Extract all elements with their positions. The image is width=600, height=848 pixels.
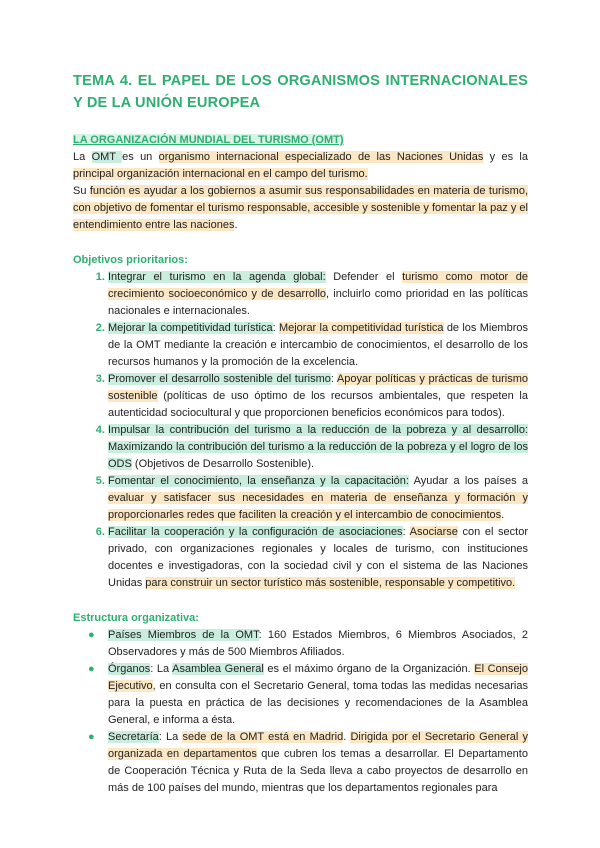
- structure-item-text: [108, 629, 528, 658]
- text-run: con el sector privado, con organizaciones regionales y locales de turismo, con instituciones docentes e investigadoras, con la sociedad civil y con el sistema de las Naciones Unidas: [108, 526, 528, 589]
- highlighted-text: Países Miembros de la OMT: [108, 629, 259, 641]
- highlighted-text: Fomentar el conocimiento, la enseñanza y la capacitación:: [108, 475, 409, 487]
- highlighted-text: sede de la OMT está en Madrid: [182, 731, 344, 743]
- highlighted-text: Mejorar la competitividad turística: [278, 322, 444, 334]
- objective-item: [108, 269, 528, 320]
- structure-item-text: [108, 731, 528, 794]
- text-run: .: [343, 731, 351, 743]
- text-run: :: [330, 373, 337, 385]
- highlighted-text: principal organización internacional en el campo del turismo.: [73, 168, 368, 180]
- bullet-icon: ●: [88, 731, 95, 743]
- structure-section: [73, 610, 528, 797]
- highlighted-text: función es ayudar a los gobiernos a asumir sus responsabilidades en materia de turismo, con objetivo de fomentar el turismo responsable, accesible y sostenible y fomentar la paz y el entendimiento entre las naciones: [73, 185, 529, 231]
- structure-item-text: [108, 663, 528, 726]
- highlighted-text: evaluar y satisfacer sus necesidades en materia de enseñanza y formación y proporcionarles redes que faciliten la creación y el intercambio de conocimientos: [108, 492, 528, 521]
- highlighted-text: El Consejo Ejecutivo: [108, 663, 528, 692]
- text-run: es el máximo órgano de la Organización.: [263, 663, 475, 675]
- omt-paragraph-2: [73, 183, 528, 234]
- text-run: , incluirlo como prioridad en las políticas nacionales e internacionales.: [108, 288, 528, 317]
- text-run: :: [272, 322, 279, 334]
- structure-item: [88, 729, 528, 797]
- text-run: : La: [158, 731, 183, 743]
- structure-list: [73, 627, 528, 797]
- highlighted-text: para construir un sector turístico más sostenible, responsable y competitivo.: [145, 577, 516, 589]
- objective-item: [108, 320, 528, 371]
- highlighted-text: Asamblea General: [172, 663, 264, 675]
- bullet-icon: ●: [88, 663, 95, 675]
- text-run: : La: [150, 663, 173, 675]
- text-run: La: [73, 151, 92, 163]
- text-run: .: [501, 509, 505, 521]
- omt-paragraph-1: [73, 149, 528, 183]
- objective-item: [108, 422, 528, 473]
- structure-heading: Estructura organizativa:: [73, 612, 199, 624]
- omt-section: [73, 130, 528, 234]
- objective-item: [108, 473, 528, 524]
- highlighted-text: Impulsar la contribución del turismo a la reducción de la pobreza y al desarrollo:: [108, 424, 528, 436]
- highlighted-text: Dirigida por el Secretario General y organizada en departamentos: [108, 731, 528, 760]
- text-run: Defender el: [325, 271, 403, 283]
- text-run: de los Miembros de la OMT mediante la creación e intercambio de conocimientos, el desarrollo de los recursos humanos y la promoción de la excelencia.: [108, 322, 528, 368]
- objectives-list: [73, 269, 528, 592]
- text-run: Ayudar a los países a: [408, 475, 528, 487]
- highlighted-text: organismo internacional especializado de las Naciones Unidas: [158, 151, 484, 163]
- highlighted-text: turismo como motor de crecimiento socioeconómico y de desarrollo: [108, 271, 528, 300]
- page-title: TEMA 4. EL PAPEL DE LOS ORGANISMOS INTERNACIONALES Y DE LA UNIÓN EUROPEA: [73, 73, 528, 111]
- highlighted-text: Órganos: [108, 663, 151, 675]
- text-run: (políticas de uso óptimo de los recursos ambientales, que respeten la autenticidad sociocultural y que proporcionen beneficios económicos para todos).: [108, 390, 528, 419]
- text-run: :: [402, 526, 410, 538]
- bullet-icon: ●: [88, 629, 95, 641]
- structure-item: [88, 627, 528, 661]
- text-run: es un: [122, 151, 159, 163]
- text-run: , en consulta con el Secretario General, toma todas las medidas necesarias para la puesta en práctica de las decisiones y recomendaciones de la Asamblea General, e informa a ésta.: [108, 680, 528, 726]
- structure-item: [88, 661, 528, 729]
- text-run: que cubren los temas a desarrollar. El Departamento de Cooperación Técnica y Ruta de la Seda lleva a cabo proyectos de desarrollo en más de 100 países del mundo, mientras que los departamentos regionales para: [108, 748, 528, 794]
- highlighted-text: Mejorar la competitividad turística: [108, 322, 273, 334]
- highlighted-text: Apoyar políticas y prácticas de turismo sostenible: [108, 373, 528, 402]
- text-run: .: [234, 219, 238, 231]
- objective-item: [108, 524, 528, 592]
- highlighted-text: Integrar el turismo en la agenda global:: [108, 271, 326, 283]
- omt-section-heading: LA ORGANIZACIÓN MUNDIAL DEL TURISMO (OMT): [73, 134, 344, 146]
- objectives-heading: Objetivos prioritarios:: [73, 254, 188, 266]
- text-run: y es la: [483, 151, 528, 163]
- highlighted-text: Asociarse: [409, 526, 458, 538]
- objective-item: [108, 371, 528, 422]
- highlighted-text: OMT: [91, 151, 123, 163]
- highlighted-text: Maximizando la contribución del turismo a la reducción de la pobreza y el logro de los ODS: [108, 441, 528, 470]
- objectives-section: [73, 252, 528, 592]
- highlighted-text: Facilitar la cooperación y la configuración de asociaciones: [108, 526, 403, 538]
- text-run: : 160 Estados Miembros, 6 Miembros Asociados, 2 Observadores y más de 500 Miembros Afiliados.: [108, 629, 528, 658]
- text-run: Su: [73, 185, 90, 197]
- highlighted-text: Promover el desarrollo sostenible del turismo: [108, 373, 331, 385]
- text-run: (Objetivos de Desarrollo Sostenible).: [131, 458, 315, 470]
- highlighted-text: Secretaría: [108, 731, 159, 743]
